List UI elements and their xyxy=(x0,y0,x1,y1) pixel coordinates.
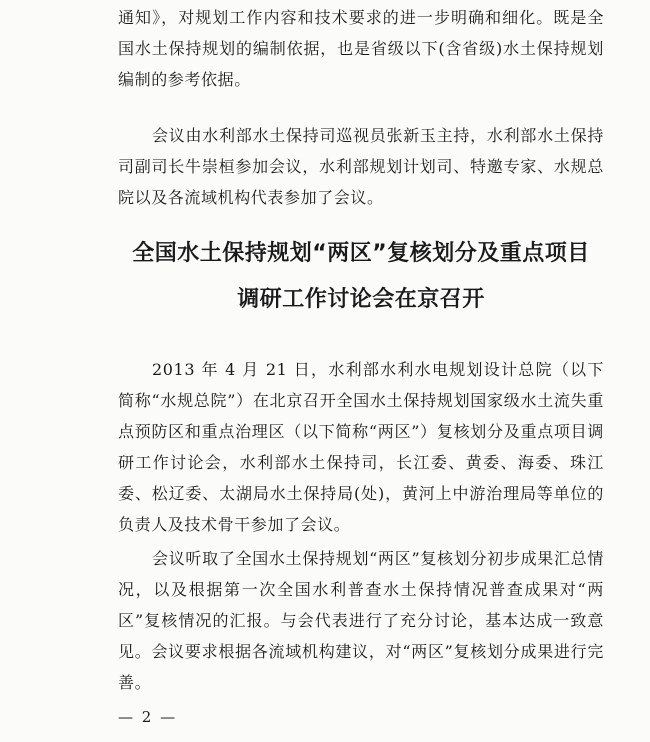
article-body-paragraph-1: 2013 年 4 月 21 日，水利部水利水电规划设计总院（以下简称“水规总院”）在北京召开全国水土保持规划国家级水土流失重点预防区和重点治理区（以下简称“两区”）复核划分及重点项目调研工作讨论会，水利部水土保持司，长江委、黄委、海委、珠江委、松辽委、太湖局水土保持局(处)，黄河上中游治理局等单位的负责人及技术骨干参加了会议。 xyxy=(118,360,604,534)
page-number: — 2 — xyxy=(118,708,178,726)
intro-continuation-paragraph: 通知》，对规划工作内容和技术要求的进一步明确和细化。既是全国水土保持规划的编制依据，也是省级以下(含省级)水土保持规划编制的参考依据。 xyxy=(118,8,604,89)
article-title-line-2: 调研工作讨论会在京召开 xyxy=(237,287,485,312)
meeting-host-paragraph: 会议由水利部水土保持司巡视员张新玉主持，水利部水土保持司副司长牛崇桓参加会议，水利部规划计划司、特邀专家、水规总院以及各流域机构代表参加了会议。 xyxy=(118,126,604,207)
article-title-line-1: 全国水土保持规划“两区”复核划分及重点项目 xyxy=(132,241,590,266)
article-body-paragraph-2: 会议听取了全国水土保持规划“两区”复核划分初步成果汇总情况，以及根据第一次全国水利普查水土保持情况普查成果对“两区”复核情况的汇报。与会代表进行了充分讨论，基本达成一致意见。会议要求根据各流域机构建议，对“两区”复核划分成果进行完善。 xyxy=(118,549,604,692)
